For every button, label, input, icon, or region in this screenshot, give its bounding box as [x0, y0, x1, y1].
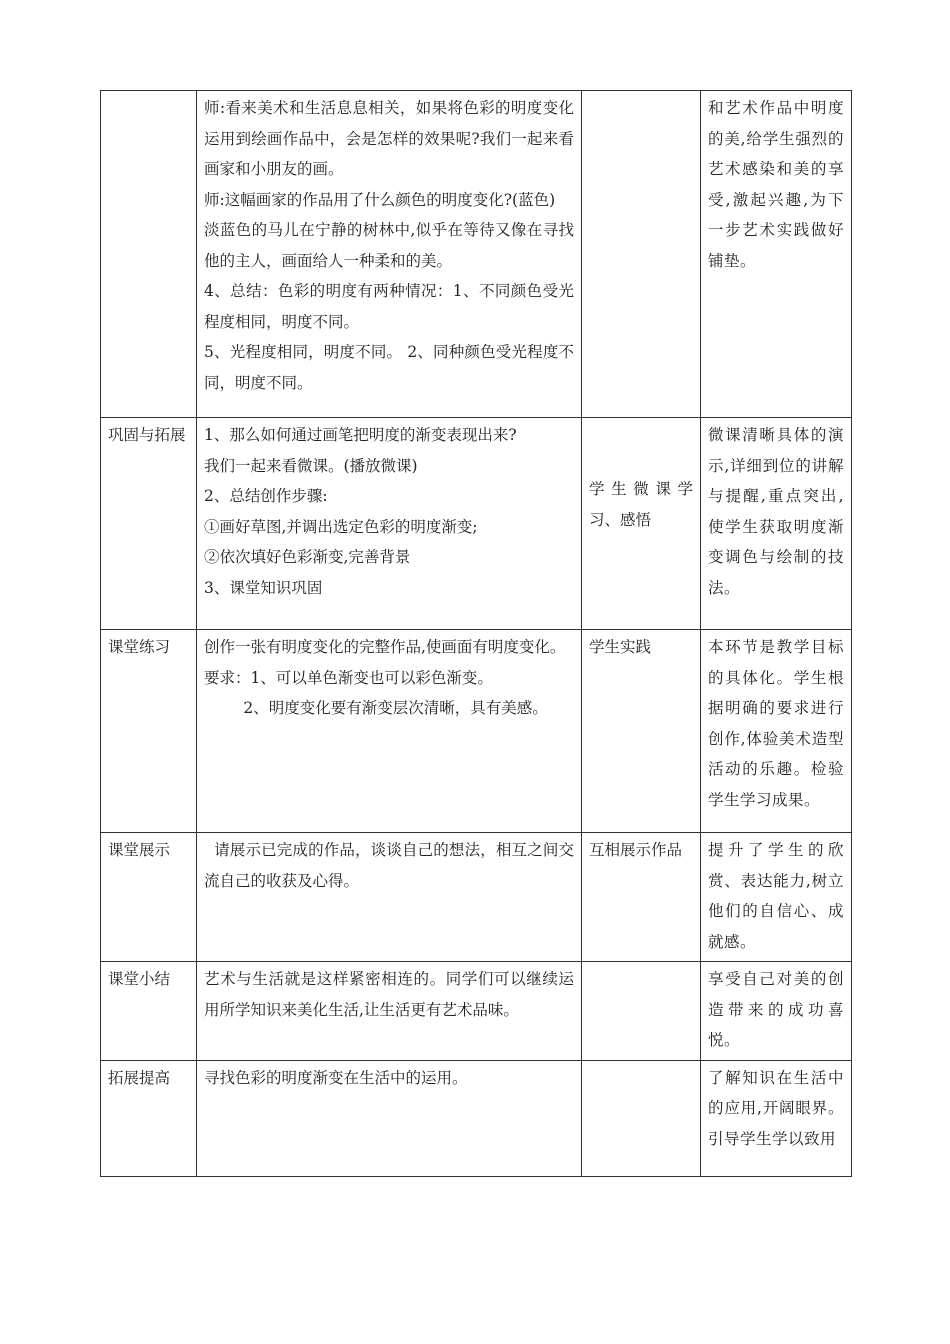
table-row [101, 962, 852, 1061]
content-line: 寻找色彩的明度渐变在生活中的运用。 [204, 1068, 468, 1087]
intent-cell: 提升了学生的欣赏、表达能力,树立他们的自信心、成就感。 [701, 833, 852, 962]
activity-cell [582, 91, 701, 418]
content-line: 要求：1、可以单色渐变也可以彩色渐变。 [204, 668, 493, 687]
content-line: 1、那么如何通过画笔把明度的渐变表现出来? [204, 426, 517, 444]
content-line: 师:这幅画家的作品用了什么颜色的明度变化?(蓝色) [204, 190, 556, 209]
content-line: 5、光程度相同，明度不同。 2、同种颜色受光程度不同，明度不同。 [204, 343, 574, 392]
table-row [101, 418, 852, 630]
stage-cell: 巩固与拓展 [101, 418, 197, 630]
stage-cell: 课堂练习 [101, 630, 197, 833]
intent-cell: 微课清晰具体的演示,详细到位的讲解与提醒,重点突出,使学生获取明度渐变调色与绘制的技法。 [701, 418, 852, 630]
stage-cell: 课堂展示 [101, 833, 197, 962]
content-cell [197, 630, 582, 833]
intent-cell: 本环节是教学目标的具体化。学生根据明确的要求进行创作,体验美术造型活动的乐趣。检验学生学习成果。 [701, 630, 852, 833]
stage-cell: 拓展提高 [101, 1060, 197, 1176]
stage-cell: 课堂小结 [101, 962, 197, 1061]
intent-cell: 和艺术作品中明度的美,给学生强烈的艺术感染和美的享受,激起兴趣,为下一步艺术实践做好铺垫。 [701, 91, 852, 418]
content-line: 请展示已完成的作品，谈谈自己的想法，相互之间交流自己的收获及心得。 [204, 841, 574, 890]
activity-cell [582, 962, 701, 1061]
activity-cell [582, 1060, 701, 1176]
activity-text: 学生微课学习、感悟 [589, 480, 693, 529]
content-line: 2、总结创作步骤: [204, 487, 328, 505]
content-line: 师:看来美术和生活息息相关，如果将色彩的明度变化运用到绘画作品中，会是怎样的效果呢?我们一起来看画家和小朋友的画。 [204, 99, 574, 178]
content-line: ①画好草图,并调出选定色彩的明度渐变; [204, 517, 478, 536]
table-row [101, 630, 852, 833]
content-line: 艺术与生活就是这样紧密相连的。同学们可以继续运用所学知识来美化生活,让生活更有艺术品味。 [204, 970, 574, 1019]
table-row [101, 91, 852, 418]
activity-cell: 互相展示作品 [582, 833, 701, 962]
content-line: 我们一起来看微课。(播放微课) [204, 456, 418, 475]
activity-cell: 学生实践 [582, 630, 701, 833]
content-cell [197, 962, 582, 1061]
content-line: 3、课堂知识巩固 [204, 578, 323, 597]
content-cell [197, 418, 582, 630]
content-line: 4、总结：色彩的明度有两种情况：1、不同颜色受光程度相同，明度不同。 [204, 282, 574, 331]
content-line: 2、明度变化要有渐变层次清晰，具有美感。 [204, 699, 548, 717]
content-line: 淡蓝色的马儿在宁静的树林中,似乎在等待又像在寻找他的主人，画面给人一种柔和的美。 [204, 221, 574, 270]
content-cell [197, 833, 582, 962]
content-cell [197, 91, 582, 418]
content-line: 创作一张有明度变化的完整作品,使画面有明度变化。 [204, 638, 566, 656]
stage-cell [101, 91, 197, 418]
table-row [101, 833, 852, 962]
intent-cell: 享受自己对美的创造带来的成功喜悦。 [701, 962, 852, 1061]
table-row [101, 1060, 852, 1176]
content-cell [197, 1060, 582, 1176]
intent-cell: 了解知识在生活中的应用,开阔眼界。引导学生学以致用 [701, 1060, 852, 1176]
activity-cell [582, 418, 701, 630]
content-line: ②依次填好色彩渐变,完善背景 [204, 548, 411, 566]
lesson-plan-table [100, 90, 852, 1177]
